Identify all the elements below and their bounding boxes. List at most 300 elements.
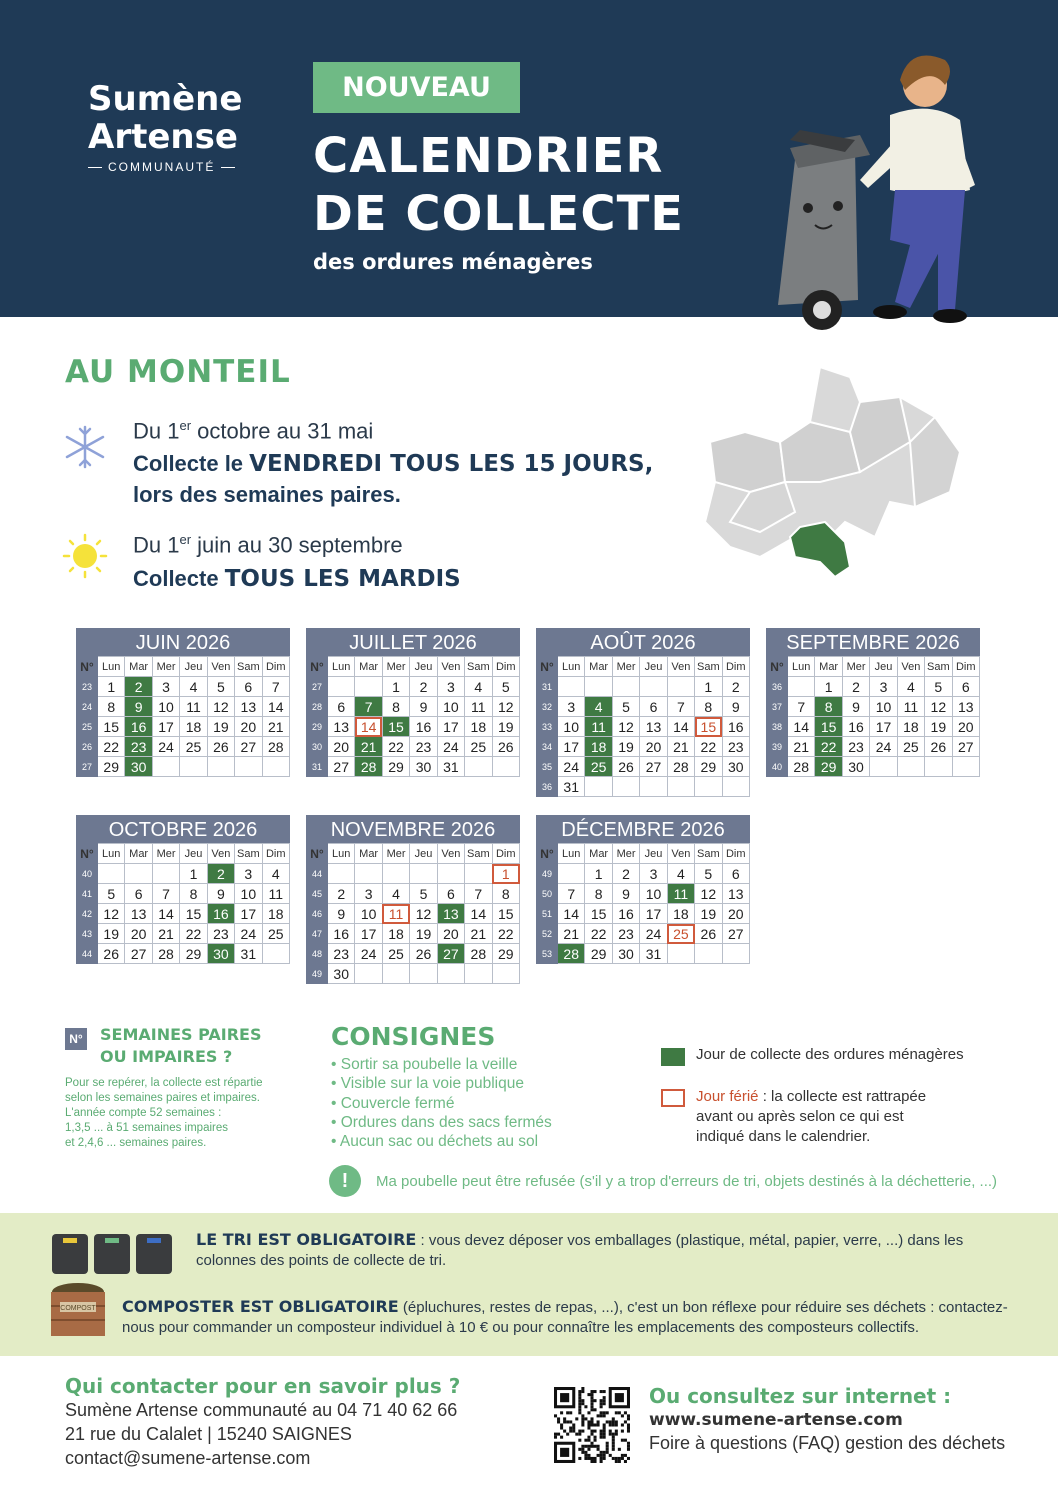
day-cell: 19	[925, 717, 952, 737]
week-number: 50	[537, 884, 558, 904]
week-number: 41	[77, 884, 98, 904]
exclamation-icon: !	[329, 1165, 361, 1197]
day-cell: 24	[870, 737, 897, 757]
week-number: 33	[537, 717, 558, 737]
day-cell	[410, 864, 437, 884]
day-cell: 30	[612, 944, 639, 964]
day-cell: 21	[262, 717, 289, 737]
day-cell: 8	[585, 884, 612, 904]
month-title: AOÛT 2026	[536, 628, 750, 656]
day-cell: 21	[667, 737, 694, 757]
contact-phone[interactable]: Sumène Artense communauté au 04 71 40 62 66	[65, 1400, 458, 1420]
day-cell: 22	[695, 737, 722, 757]
legend-holiday-text: Jour férié : la collecte est rattrapée avant ou après selon ce qui est indiqué dans le calendrier.	[696, 1088, 927, 1145]
day-cell: 11	[667, 884, 694, 904]
day-cell: 16	[842, 717, 869, 737]
weekday-header: Jeu	[180, 657, 207, 677]
week-number: 36	[537, 777, 558, 797]
day-cell: 4	[667, 864, 694, 884]
day-cell: 26	[925, 737, 952, 757]
week-number: 35	[537, 757, 558, 777]
month-title: NOVEMBRE 2026	[306, 815, 520, 843]
day-cell	[492, 964, 519, 984]
day-cell: 28	[262, 737, 289, 757]
day-cell: 18	[262, 904, 289, 924]
day-cell: 31	[640, 944, 667, 964]
day-cell: 2	[612, 864, 639, 884]
weekday-header: Sam	[235, 657, 262, 677]
day-cell: 14	[558, 904, 585, 924]
day-cell: 30	[410, 757, 437, 777]
weekday-header: Mar	[585, 657, 612, 677]
day-cell: 19	[410, 924, 437, 944]
day-cell: 12	[98, 904, 125, 924]
location-title: AU MONTEIL	[65, 354, 291, 390]
day-cell: 12	[695, 884, 722, 904]
day-cell: 22	[382, 737, 409, 757]
compost-text: COMPOSTER EST OBLIGATOIRE (épluchures, restes de repas, ...), c'est un bon réflexe pour réduire ses déchets : contactez- nous pour commander un composteur individuel à 10 € ou pour connaître les emplacements des composteurs collectifs.	[122, 1297, 1008, 1336]
week-number: 37	[767, 697, 788, 717]
day-cell	[952, 757, 979, 777]
day-cell	[180, 757, 207, 777]
day-cell: 5	[410, 884, 437, 904]
month-calendar	[536, 815, 750, 964]
day-cell: 28	[465, 944, 492, 964]
day-cell: 20	[235, 717, 262, 737]
week-number-header: N°	[537, 844, 558, 864]
day-cell: 6	[952, 677, 979, 697]
weekday-header: Mar	[355, 844, 382, 864]
day-cell: 17	[355, 924, 382, 944]
day-cell: 14	[262, 697, 289, 717]
week-number: 51	[537, 904, 558, 924]
weekday-header: Mer	[382, 657, 409, 677]
day-cell	[722, 944, 749, 964]
day-cell	[152, 757, 179, 777]
week-number-header: N°	[77, 657, 98, 677]
day-cell: 24	[437, 737, 464, 757]
day-cell: 12	[492, 697, 519, 717]
day-cell: 9	[722, 697, 749, 717]
day-cell: 8	[815, 697, 842, 717]
day-cell: 10	[152, 697, 179, 717]
person-with-bin-illustration	[760, 40, 1000, 330]
day-cell: 15	[585, 904, 612, 924]
day-cell: 7	[152, 884, 179, 904]
snowflake-icon	[62, 424, 108, 470]
day-cell: 16	[612, 904, 639, 924]
day-cell: 27	[328, 757, 355, 777]
week-number: 40	[77, 864, 98, 884]
week-number-icon: N°	[65, 1028, 87, 1050]
day-cell: 19	[695, 904, 722, 924]
day-cell: 26	[695, 924, 722, 944]
sorting-bins-icon	[50, 1226, 178, 1276]
weekday-header: Mar	[815, 657, 842, 677]
day-cell: 9	[842, 697, 869, 717]
day-cell: 28	[355, 757, 382, 777]
weekday-header: Sam	[695, 844, 722, 864]
weekday-header: Lun	[328, 657, 355, 677]
day-cell: 29	[815, 757, 842, 777]
day-cell	[722, 777, 749, 797]
legend-holiday-swatch	[661, 1089, 685, 1107]
day-cell: 25	[180, 737, 207, 757]
day-cell: 19	[612, 737, 639, 757]
week-number: 42	[77, 904, 98, 924]
weekday-header: Lun	[558, 657, 585, 677]
logo	[88, 80, 248, 174]
day-cell: 27	[722, 924, 749, 944]
day-cell: 26	[207, 737, 234, 757]
day-cell: 10	[355, 904, 382, 924]
weekday-header: Dim	[492, 657, 519, 677]
consigne-item: • Visible sur la voie publique	[331, 1074, 552, 1093]
week-number: 31	[537, 677, 558, 697]
contact-address: 21 rue du Calalet | 15240 SAIGNES	[65, 1424, 352, 1444]
day-cell: 29	[695, 757, 722, 777]
weekday-header: Mar	[585, 844, 612, 864]
web-url[interactable]: www.sumene-artense.com	[649, 1410, 903, 1430]
weekday-header: Jeu	[870, 657, 897, 677]
summer-period: Du 1er juin au 30 septembre	[133, 532, 403, 558]
day-cell	[382, 964, 409, 984]
day-cell: 20	[437, 924, 464, 944]
logo-line3: COMMUNAUTÉ	[88, 160, 248, 174]
month-calendar	[306, 815, 520, 984]
day-cell: 7	[788, 697, 815, 717]
week-number: 49	[537, 864, 558, 884]
day-cell: 12	[410, 904, 437, 924]
week-number-header: N°	[537, 657, 558, 677]
legend-collect-label: Jour de collecte des ordures ménagères	[696, 1046, 964, 1063]
weekday-header: Jeu	[640, 844, 667, 864]
day-cell	[695, 944, 722, 964]
weekday-header: Jeu	[410, 844, 437, 864]
day-cell: 16	[722, 717, 749, 737]
weekday-header: Lun	[98, 657, 125, 677]
day-cell: 30	[722, 757, 749, 777]
tri-text: LE TRI EST OBLIGATOIRE : vous devez déposer vos emballages (plastique, métal, papier, verre, ...) dans les colonnes des points de collecte de tri.	[196, 1230, 964, 1269]
week-number: 32	[537, 697, 558, 717]
day-cell: 22	[98, 737, 125, 757]
month-title: OCTOBRE 2026	[76, 815, 290, 843]
day-cell	[355, 864, 382, 884]
day-cell: 15	[98, 717, 125, 737]
day-cell: 26	[612, 757, 639, 777]
day-cell: 25	[585, 757, 612, 777]
day-cell: 19	[98, 924, 125, 944]
day-cell	[870, 757, 897, 777]
week-number-header: N°	[307, 844, 328, 864]
weekday-header: Sam	[925, 657, 952, 677]
day-cell: 25	[667, 924, 694, 944]
day-cell: 26	[410, 944, 437, 964]
day-cell: 1	[382, 677, 409, 697]
day-cell: 18	[667, 904, 694, 924]
weekday-header: Sam	[695, 657, 722, 677]
day-cell: 3	[640, 864, 667, 884]
day-cell: 14	[788, 717, 815, 737]
contact-email[interactable]: contact@sumene-artense.com	[65, 1448, 311, 1468]
day-cell: 23	[207, 924, 234, 944]
day-cell: 7	[465, 884, 492, 904]
week-number: 23	[77, 677, 98, 697]
day-cell: 14	[355, 717, 382, 737]
consignes-list	[331, 1055, 552, 1151]
day-cell	[925, 757, 952, 777]
weekday-header: Ven	[897, 657, 924, 677]
day-cell: 13	[722, 884, 749, 904]
web-title: Ou consultez sur internet :	[649, 1384, 952, 1408]
day-cell: 16	[125, 717, 152, 737]
day-cell: 6	[235, 677, 262, 697]
day-cell: 20	[640, 737, 667, 757]
weekday-header: Mer	[152, 844, 179, 864]
day-cell: 20	[328, 737, 355, 757]
weekday-header: Mar	[125, 844, 152, 864]
day-cell	[355, 964, 382, 984]
day-cell	[465, 757, 492, 777]
day-cell: 5	[925, 677, 952, 697]
day-cell: 4	[465, 677, 492, 697]
day-cell: 12	[207, 697, 234, 717]
day-cell: 1	[695, 677, 722, 697]
weekday-header: Ven	[437, 657, 464, 677]
day-cell	[437, 964, 464, 984]
day-cell: 5	[695, 864, 722, 884]
qr-code[interactable]	[554, 1387, 630, 1463]
week-number: 29	[307, 717, 328, 737]
day-cell: 13	[235, 697, 262, 717]
day-cell: 9	[328, 904, 355, 924]
weekday-header: Ven	[667, 844, 694, 864]
consigne-item: • Aucun sac ou déchets au sol	[331, 1132, 552, 1151]
weekday-header: Lun	[98, 844, 125, 864]
month-title: DÉCEMBRE 2026	[536, 815, 750, 843]
weekday-header: Mar	[355, 657, 382, 677]
month-calendar	[306, 628, 520, 777]
winter-rule: Collecte le VENDREDI TOUS LES 15 JOURS,	[133, 451, 654, 477]
day-cell: 29	[180, 944, 207, 964]
day-cell: 26	[492, 737, 519, 757]
day-cell: 27	[640, 757, 667, 777]
day-cell: 28	[152, 944, 179, 964]
month-calendar	[536, 628, 750, 797]
day-cell	[585, 777, 612, 797]
day-cell	[465, 964, 492, 984]
day-cell: 11	[382, 904, 409, 924]
day-cell: 24	[152, 737, 179, 757]
day-cell: 19	[207, 717, 234, 737]
day-cell: 1	[492, 864, 519, 884]
day-cell: 30	[207, 944, 234, 964]
day-cell	[667, 777, 694, 797]
day-cell: 27	[125, 944, 152, 964]
day-cell: 4	[180, 677, 207, 697]
page-title-line2: DE COLLECTE	[313, 186, 685, 242]
day-cell: 18	[585, 737, 612, 757]
day-cell: 8	[180, 884, 207, 904]
day-cell: 1	[180, 864, 207, 884]
winter-period: Du 1er octobre au 31 mai	[133, 418, 374, 444]
day-cell: 13	[328, 717, 355, 737]
week-number: 45	[307, 884, 328, 904]
weekday-header: Mer	[382, 844, 409, 864]
day-cell: 17	[437, 717, 464, 737]
day-cell: 1	[815, 677, 842, 697]
day-cell: 6	[640, 697, 667, 717]
day-cell: 10	[870, 697, 897, 717]
day-cell: 14	[465, 904, 492, 924]
consigne-item: • Couvercle fermé	[331, 1094, 552, 1113]
compost-bin-icon	[48, 1280, 108, 1338]
week-number: 38	[767, 717, 788, 737]
day-cell: 25	[465, 737, 492, 757]
weekday-header: Sam	[465, 657, 492, 677]
day-cell: 8	[695, 697, 722, 717]
day-cell: 14	[667, 717, 694, 737]
day-cell: 29	[382, 757, 409, 777]
month-title: JUILLET 2026	[306, 628, 520, 656]
day-cell: 25	[262, 924, 289, 944]
weekday-header: Dim	[492, 844, 519, 864]
week-number: 36	[767, 677, 788, 697]
day-cell: 1	[98, 677, 125, 697]
day-cell: 5	[207, 677, 234, 697]
day-cell	[152, 864, 179, 884]
day-cell: 8	[382, 697, 409, 717]
day-cell: 15	[492, 904, 519, 924]
page-subtitle: des ordures ménagères	[313, 250, 593, 274]
warning-text: Ma poubelle peut être refusée (s'il y a trop d'erreurs de tri, objets destinés à la déchetterie, ...)	[376, 1173, 998, 1190]
week-number-header: N°	[77, 844, 98, 864]
month-calendar	[76, 815, 290, 964]
weekday-header: Lun	[558, 844, 585, 864]
monteil-area	[790, 522, 850, 577]
day-cell: 29	[492, 944, 519, 964]
day-cell: 9	[410, 697, 437, 717]
week-number: 26	[77, 737, 98, 757]
weekday-header: Ven	[667, 657, 694, 677]
day-cell: 31	[558, 777, 585, 797]
weekday-header: Lun	[328, 844, 355, 864]
day-cell: 13	[640, 717, 667, 737]
week-number: 53	[537, 944, 558, 964]
week-number: 30	[307, 737, 328, 757]
weekday-header: Dim	[722, 844, 749, 864]
day-cell: 29	[585, 944, 612, 964]
summer-rule: Collecte TOUS LES MARDIS	[133, 566, 461, 592]
day-cell: 6	[328, 697, 355, 717]
week-number-header: N°	[307, 657, 328, 677]
winter-rule-line2: lors des semaines paires.	[133, 482, 401, 507]
day-cell: 11	[262, 884, 289, 904]
week-number-header: N°	[767, 657, 788, 677]
day-cell: 2	[722, 677, 749, 697]
day-cell	[640, 677, 667, 697]
day-cell: 25	[382, 944, 409, 964]
day-cell	[262, 944, 289, 964]
day-cell: 2	[125, 677, 152, 697]
day-cell: 2	[207, 864, 234, 884]
day-cell: 13	[125, 904, 152, 924]
logo-line2: Artense	[88, 117, 238, 157]
weekday-header: Mer	[152, 657, 179, 677]
day-cell: 16	[328, 924, 355, 944]
day-cell: 9	[207, 884, 234, 904]
day-cell: 23	[410, 737, 437, 757]
day-cell: 15	[695, 717, 722, 737]
day-cell: 15	[180, 904, 207, 924]
week-number: 43	[77, 924, 98, 944]
weekday-header: Jeu	[410, 657, 437, 677]
day-cell: 6	[722, 864, 749, 884]
day-cell	[262, 757, 289, 777]
territory-map	[700, 362, 970, 582]
day-cell	[695, 777, 722, 797]
week-number: 47	[307, 924, 328, 944]
week-number: 25	[77, 717, 98, 737]
day-cell: 17	[558, 737, 585, 757]
weekday-header: Mar	[125, 657, 152, 677]
day-cell: 24	[355, 944, 382, 964]
day-cell: 22	[815, 737, 842, 757]
week-number: 49	[307, 964, 328, 984]
day-cell	[355, 677, 382, 697]
day-cell: 31	[437, 757, 464, 777]
day-cell: 5	[98, 884, 125, 904]
day-cell: 10	[235, 884, 262, 904]
day-cell	[125, 864, 152, 884]
day-cell: 4	[897, 677, 924, 697]
week-number: 31	[307, 757, 328, 777]
day-cell: 10	[640, 884, 667, 904]
logo-line1: Sumène	[88, 79, 243, 119]
day-cell	[788, 677, 815, 697]
weekday-header: Lun	[788, 657, 815, 677]
sun-icon	[62, 533, 108, 579]
week-number: 24	[77, 697, 98, 717]
day-cell: 4	[262, 864, 289, 884]
week-number: 44	[77, 944, 98, 964]
day-cell: 22	[492, 924, 519, 944]
day-cell	[558, 677, 585, 697]
day-cell	[207, 757, 234, 777]
day-cell: 15	[382, 717, 409, 737]
new-badge: NOUVEAU	[313, 62, 520, 113]
consigne-item: • Ordures dans des sacs fermés	[331, 1113, 552, 1132]
day-cell: 17	[235, 904, 262, 924]
day-cell: 21	[355, 737, 382, 757]
day-cell: 3	[235, 864, 262, 884]
compost-bin-label: COMPOST	[60, 1305, 96, 1312]
contact-title: Qui contacter pour en savoir plus ?	[65, 1374, 461, 1398]
day-cell: 16	[410, 717, 437, 737]
day-cell: 27	[952, 737, 979, 757]
day-cell: 10	[558, 717, 585, 737]
day-cell: 12	[612, 717, 639, 737]
day-cell: 3	[437, 677, 464, 697]
web-faq: Foire à questions (FAQ) gestion des déchets	[649, 1433, 1006, 1453]
week-number: 48	[307, 944, 328, 964]
weekday-header: Sam	[465, 844, 492, 864]
week-number: 40	[767, 757, 788, 777]
day-cell: 3	[558, 697, 585, 717]
day-cell: 9	[125, 697, 152, 717]
weekday-header: Ven	[207, 844, 234, 864]
day-cell: 20	[125, 924, 152, 944]
